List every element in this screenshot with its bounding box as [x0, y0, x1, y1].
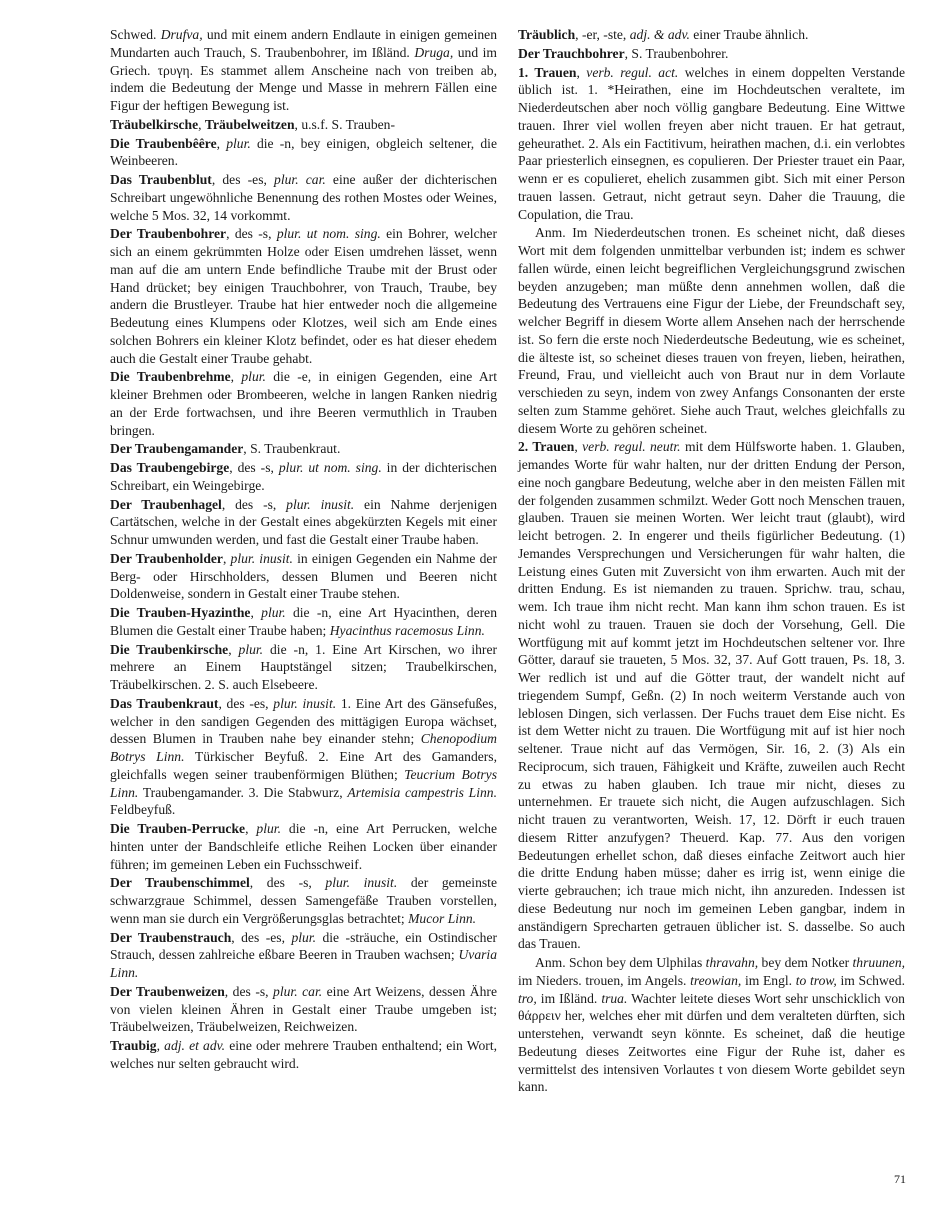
dictionary-entry	[518, 26, 905, 44]
italic-term: Druga,	[414, 44, 454, 60]
entry-text: mit dem Hülfsworte haben. 1. Glauben, jemandes Worte für wahr halten, nur der dritten Endung der Person, eine noch gangbare Bedeutung, welche aber in den meisten Fällen mit der folgenden zusammen schmilzt. Weder Gott noch Menschen trauen, glauben. Trauen sie meinen Worten. Wer leicht traut (glaubt), wird leicht betrogen. 2. In engerer und theils figürlicher Bedeutung. (1) Jemandes Versprechungen und Versicherungen für wahr halten, die Leistung eines Guten mit Zuversicht von ihm erwarten. Auch mit der dritten Endung. Es ist niemanden zu trauen. Sprichw. trau, schau, wem. Ich traue ihm nicht recht. Man kann ihm schon trauen. Es ist nicht wohl zu trauen. Trauen sie doch der Vorsehung, Gell. Die Wortfügung mit auf kommt jetzt im Hochdeutschen seltener vor. Ihre Götter, darauf sie traueten, 5 Mos. 32, 37. Auf Gott trauen, Ps. 18, 3. Wer redlich ist und auf die Götter traut, der wandelt nicht auf triegendem Sumpf, Geßn. (2) In noch weiterm Verstande auch von leblosen Dingen, sich verlassen. Der Fuchs trauet dem Eise nicht. Es ist dem Wetter nicht zu trauen. Die Wortfügung mit auf ist hier noch seltener. Traue nicht auf das Vermögen, Sir. 16, 2. (3) Als ein Reciprocum, sich trauen, Fähigkeit und Kräfte, zuweilen auch Recht zu etwas zu haben glauben. Ich traue mir nicht, dieses zu unternehmen. Er trauete sich nicht, die Augen aufzuschlagen. Sich nicht trauen zu verantworten, Weish. 17, 12. Dörft ir euch trauen diesem Ritter anzufygen? Theuerd. Kap. 77. Aus den vorigen Bedeutungen erhellet schon, daß dieses einfache Zeitwort auch hier die dritte Endung haben müsse; daher es irrig ist, wenn einige die vierte gebrauchen; ich traue mich nicht, ihn anzureden. Indessen ist diese Bedeutung nur noch im gemeinen Leben gangbar, indem in anständigern Sprecharten getrauen üblicher ist. S. dasselbe. So auch das Trauen.	[518, 439, 905, 952]
entry-text: die -n, 1. Eine Art Kirschen, wo ihrer mehrere an Einem Hauptstängel sitzen; Traubelkirschen, Träubelkirschen. 2. S. auch Elsebeere.	[110, 641, 498, 692]
entry-text: ,	[230, 369, 242, 385]
dictionary-entry	[110, 929, 497, 982]
italic-term: thruunen,	[852, 955, 906, 970]
entry-text: Wachter leitete dieses Wort sehr unschicklich von θάρρειν her, welches eher mit dürfen und dem veralteten dürften, sich unterstehen, verwandt seyn könnte. Es scheinet, daß die heutige Bedeutung dieses Zeitwortes eine Figur der Ruhe ist, daher es vermittelst des intensiven Vorlautes t von diesem Worte gebildet seyn kann.	[518, 990, 905, 1095]
annotation-paragraph	[518, 954, 905, 1096]
entry-text: eine Art Weizens, dessen Ähre von vielen kleinen Ähren in Gestalt einer Traube umgeben ist; Träubelweizen, Träubelweizen, Reichweizen.	[110, 983, 497, 1035]
headword: Träubelkirsche	[110, 116, 199, 132]
entry-text: im Nieders. trouen, im Angels.	[518, 972, 691, 988]
entry-text: ein Bohrer, welcher sich an einem gekrümmten Holze oder Eisen umdrehen lässet, wenn man auf die am untern Ende befindliche Traube mit der Brust oder Hand drücket; bey einigen Trauchbohrer, von Trauch, Traube, bey andern die Brustleyer. Traube hat hier entweder noch die allgemeine Bedeutung eines Klumpens oder Klotzes, weil sich am Ende eines solchen Bohrers ein kleiner Klotz befindet, oder es hat dieser ehedem auch die Gestalt einer Traube gehabt.	[110, 226, 497, 366]
headword: Der Traubenschimmel	[110, 875, 250, 891]
entry-text: ,	[222, 550, 231, 566]
dictionary-entry	[110, 459, 497, 495]
dictionary-entry	[110, 171, 497, 224]
italic-term: plur. car.	[274, 172, 326, 187]
headword: Das Traubengebirge	[110, 460, 230, 475]
entry-text: Türkischer Beyfuß. 2. Eine Art des Gamanders, gleichfalls wegen seiner traubenförmigen Blüthen;	[110, 749, 498, 782]
headword: Die Traubenbrehme	[110, 369, 231, 385]
entry-text: welches in einem doppelten Verstande üblich ist. 1. *Heirathen, eine im Hochdeutschen veraltete, im Niederdeutschen aber noch völlig gangbare Bedeutung. Eine Wittwe trauen. Ihrer viel wollen freyen aber nicht trauen. Er hat getraut, geheurathet. 2. Als ein Factitivum, heirathen machen, d.i. ein verlobtes Paar priesterlich einsegnen, es copulieren. Der Priester trauet ein Paar, wenn er es copulieret, ehelich zusammen gibt. Sich mit einer Person trauen lassen. Getraut, nicht getraut seyn. Daher die Trauung, die Copulation, die Trau.	[518, 64, 906, 222]
italic-term: Mucor Linn.	[408, 910, 477, 926]
headword: Der Traubengamander	[110, 441, 244, 457]
entry-text: im Engl.	[741, 972, 796, 988]
entry-text: ,	[576, 64, 587, 80]
entry-text: im Ißländ.	[536, 990, 602, 1006]
italic-term: tro,	[518, 990, 537, 1006]
italic-term: adj. & adv.	[629, 27, 690, 42]
italic-term: Chenopodium Botrys Linn.	[110, 731, 497, 764]
italic-term: Hyacinthus racemosus Linn.	[329, 622, 485, 638]
headword: Der Traubenholder	[110, 550, 223, 566]
dictionary-entry	[110, 550, 497, 603]
entry-text: ,	[245, 821, 257, 836]
entry-text: im Schwed.	[836, 972, 905, 988]
headword: Der Traubenhagel	[110, 496, 222, 512]
entry-text: ein Nahme derjenigen Cartätschen, welche in der Gestalt eines abgekürzten Kegels mit einer Schnur umwunden werden, und fast die Gestalt einer Traube haben.	[110, 496, 497, 547]
entry-text: eine außer der dichterischen Schreibart ungewöhnliche Benennung des rothen Mostes oder Weines, welche 5 Mos. 32, 14 vorkommt.	[110, 172, 498, 223]
entry-text: einer Traube ähnlich.	[689, 27, 809, 42]
dictionary-entry	[110, 874, 497, 927]
headword: Der Traubenstrauch	[110, 929, 232, 945]
right-column	[518, 26, 905, 1097]
entry-text: die -n, eine Art Hyacinthen, deren Blumen die Gestalt einer Traube haben;	[110, 605, 497, 638]
italic-term: plur.	[291, 929, 316, 945]
dictionary-entry	[110, 695, 497, 819]
entry-text: Feldbeyfuß.	[110, 802, 176, 818]
italic-term: plur. inusit.	[325, 875, 398, 891]
entry-text: ,	[156, 1038, 165, 1053]
dictionary-entry	[110, 225, 497, 367]
dictionary-entry	[110, 1037, 497, 1073]
italic-term: verb. regul. act.	[586, 64, 679, 80]
dictionary-entry	[518, 64, 905, 224]
italic-term: to trow,	[795, 972, 837, 988]
headword: Träubelweitzen	[204, 116, 295, 132]
dictionary-entry	[110, 641, 497, 694]
entry-text: die -n, bey einigen, obgleich seltener, die Weinbeeren.	[110, 135, 497, 169]
entry-text: , des -es,	[231, 929, 292, 945]
dictionary-entry	[110, 116, 497, 134]
entry-text: , des -es,	[218, 695, 274, 711]
headword: 2. Trauen	[518, 439, 575, 455]
entry-text: die -n, eine Art Perrucken, welche hinten unter der Bandschleife etliche Reihen Locken über einander führen; im gemeinen Leben ein Fuchsschweif.	[110, 821, 498, 872]
headword: 1. Trauen	[518, 64, 577, 80]
entry-text: , des -s,	[224, 983, 274, 999]
italic-term: plur.	[238, 641, 264, 657]
dictionary-entry	[110, 26, 497, 115]
italic-term: treowian,	[690, 972, 742, 988]
italic-term: Artemisia campestris Linn.	[347, 784, 497, 800]
italic-term: plur.	[241, 369, 266, 385]
entry-text: Anm. Im Niederdeutschen tronen. Es scheinet nicht, daß dieses Wort mit dem folgenden unmittelbar verbunden ist; indem es schwer fallen würde, einen leicht begreiflichen Vergleichungsgrund zwischen beyden anzugeben; man müßte denn annehmen wollen, daß die Bedeutung des Vertrauens eine Figur der Liebe, der Freundschaft sey, welcher Begriff in diesem Worte allem Ansehen nach der herrschende ist. So fern die erste noch Niederdeutsche Bedeutung, wie es scheinet, die älteste ist, so scheinet dieses trauen von freyen, lieben, heirathen, Freund, Frau, und vielleicht auch von Braut nur in dem Vorlaute verschieden zu seyn, indem von zwey Anfangs Consonanten der erste selten zum Stamme gehöret. Siehe auch Traut, welches gleichfalls zu diesem Worte zu gehören scheinet.	[518, 225, 905, 436]
dictionary-entry	[110, 983, 497, 1036]
entry-text: ,	[198, 116, 205, 132]
left-column	[110, 26, 497, 1074]
dictionary-entry	[518, 438, 905, 953]
dictionary-entry	[110, 496, 497, 549]
headword: Der Traubenweizen	[110, 983, 225, 999]
headword: Der Trauchbohrer	[518, 45, 625, 61]
entry-text: bey dem Notker	[758, 955, 853, 970]
entry-text: , u.s.f. S. Trauben-	[294, 116, 395, 132]
headword: Das Traubenkraut	[110, 695, 219, 711]
entry-text: die -sträuche, ein Ostindischer Strauch, dessen zahlreiche eßbare Beeren in Trauben wachsen;	[110, 929, 497, 963]
entry-text: ,	[574, 439, 583, 455]
entry-text: Traubengamander. 3. Die Stabwurz,	[138, 784, 348, 800]
headword: Die Traubenkirsche	[110, 641, 229, 657]
italic-term: plur. inusit.	[286, 496, 355, 512]
entry-text: , des -s,	[229, 460, 279, 475]
dictionary-entry	[110, 440, 497, 458]
italic-term: plur. inusit.	[230, 550, 293, 566]
entry-text: , des -s,	[221, 496, 287, 512]
entry-text: in der dichterischen Schreibart, ein Weingebirge.	[110, 460, 497, 493]
entry-text: Anm. Schon bey dem Ulphilas	[535, 955, 706, 970]
italic-term: plur.	[256, 821, 281, 836]
entry-text: , des -es,	[211, 172, 275, 187]
italic-term: Teucrium Botrys Linn.	[110, 766, 497, 800]
italic-term: verb. regul. neutr.	[582, 439, 681, 455]
headword: Das Traubenblut	[110, 172, 212, 187]
dictionary-entry	[110, 368, 497, 439]
annotation-paragraph	[518, 224, 905, 437]
page-number: 71	[894, 1172, 906, 1186]
italic-term: plur. inusit.	[273, 695, 337, 711]
entry-text: , des -s,	[226, 226, 277, 242]
italic-term: thravahn,	[705, 955, 759, 970]
dictionary-entry	[110, 820, 497, 873]
italic-term: adj. et adv.	[164, 1038, 226, 1053]
italic-term: plur.	[261, 605, 286, 620]
italic-term: plur. ut nom. sing.	[278, 460, 382, 475]
headword: Die Traubenbêêre	[110, 135, 217, 151]
entry-text: ,	[250, 605, 262, 620]
italic-term: plur.	[226, 135, 251, 151]
entry-text: 1. Eine Art des Gänsefußes, welcher in den sandigen Gegenden des mittägigen Europa wächset, dessen Blumen in Trauben nahe bey einander stehn;	[110, 695, 497, 747]
dictionary-entry	[110, 135, 497, 171]
entry-text: eine oder mehrere Trauben enthaltend; ein Wort, welches nur selten gebraucht wird.	[110, 1038, 498, 1071]
entry-text: die -e, in einigen Gegenden, eine Art kleiner Brehmen oder Brombeeren, welche in langen Ranken niedrig an der Erde fortwachsen, und ihre Beeren vermuthlich in Trauben bringen.	[110, 369, 497, 438]
entry-text: ,	[216, 135, 227, 151]
headword: Die Trauben-Perrucke	[110, 821, 246, 836]
headword: Traubig	[110, 1038, 157, 1053]
entry-text: Schwed.	[110, 27, 161, 42]
headword: Die Trauben-Hyazinthe	[110, 605, 251, 620]
italic-term: trua.	[601, 990, 628, 1006]
entry-text: in einigen Gegenden ein Nahme der Berg- oder Hirschholders, dessen Blumen und Beeren nicht Doldenweise, sondern in Gestalt einer Traube stehen.	[110, 550, 497, 602]
entry-text: , -er, -ste,	[575, 27, 630, 42]
entry-text: der gemeinste schwarzgraue Schimmel, dessen Samengefäße Trauben vorstellen, wenn man sie durch ein Vergrößerungsglas betrachtet;	[110, 875, 497, 926]
entry-text: ,	[228, 641, 239, 657]
entry-text: , S. Traubenkraut.	[243, 441, 341, 457]
italic-term: plur. car.	[273, 983, 323, 999]
dictionary-entry	[518, 45, 905, 63]
headword: Träublich	[518, 27, 576, 42]
entry-text: und mit einem andern Endlaute in einigen gemeinen Mundarten auch Trauch, S. Traubenbohrer, im Ißländ.	[110, 27, 497, 60]
italic-term: plur. ut nom. sing.	[276, 226, 381, 242]
italic-term: Drufva,	[160, 27, 203, 42]
entry-text: und im Griech. τρυγη. Es stammet allem Anscheine nach von treiben ab, indem die Bedeutung der Menge und Masse in mehrern Fällen eine Figur der heftigen Bewegung ist.	[110, 44, 497, 113]
entry-text: , S. Traubenbohrer.	[624, 45, 729, 61]
headword: Der Traubenbohrer	[110, 226, 227, 242]
italic-term: Uvaria Linn.	[110, 947, 497, 980]
entry-text: , des -s,	[249, 875, 326, 891]
dictionary-entry	[110, 604, 497, 640]
